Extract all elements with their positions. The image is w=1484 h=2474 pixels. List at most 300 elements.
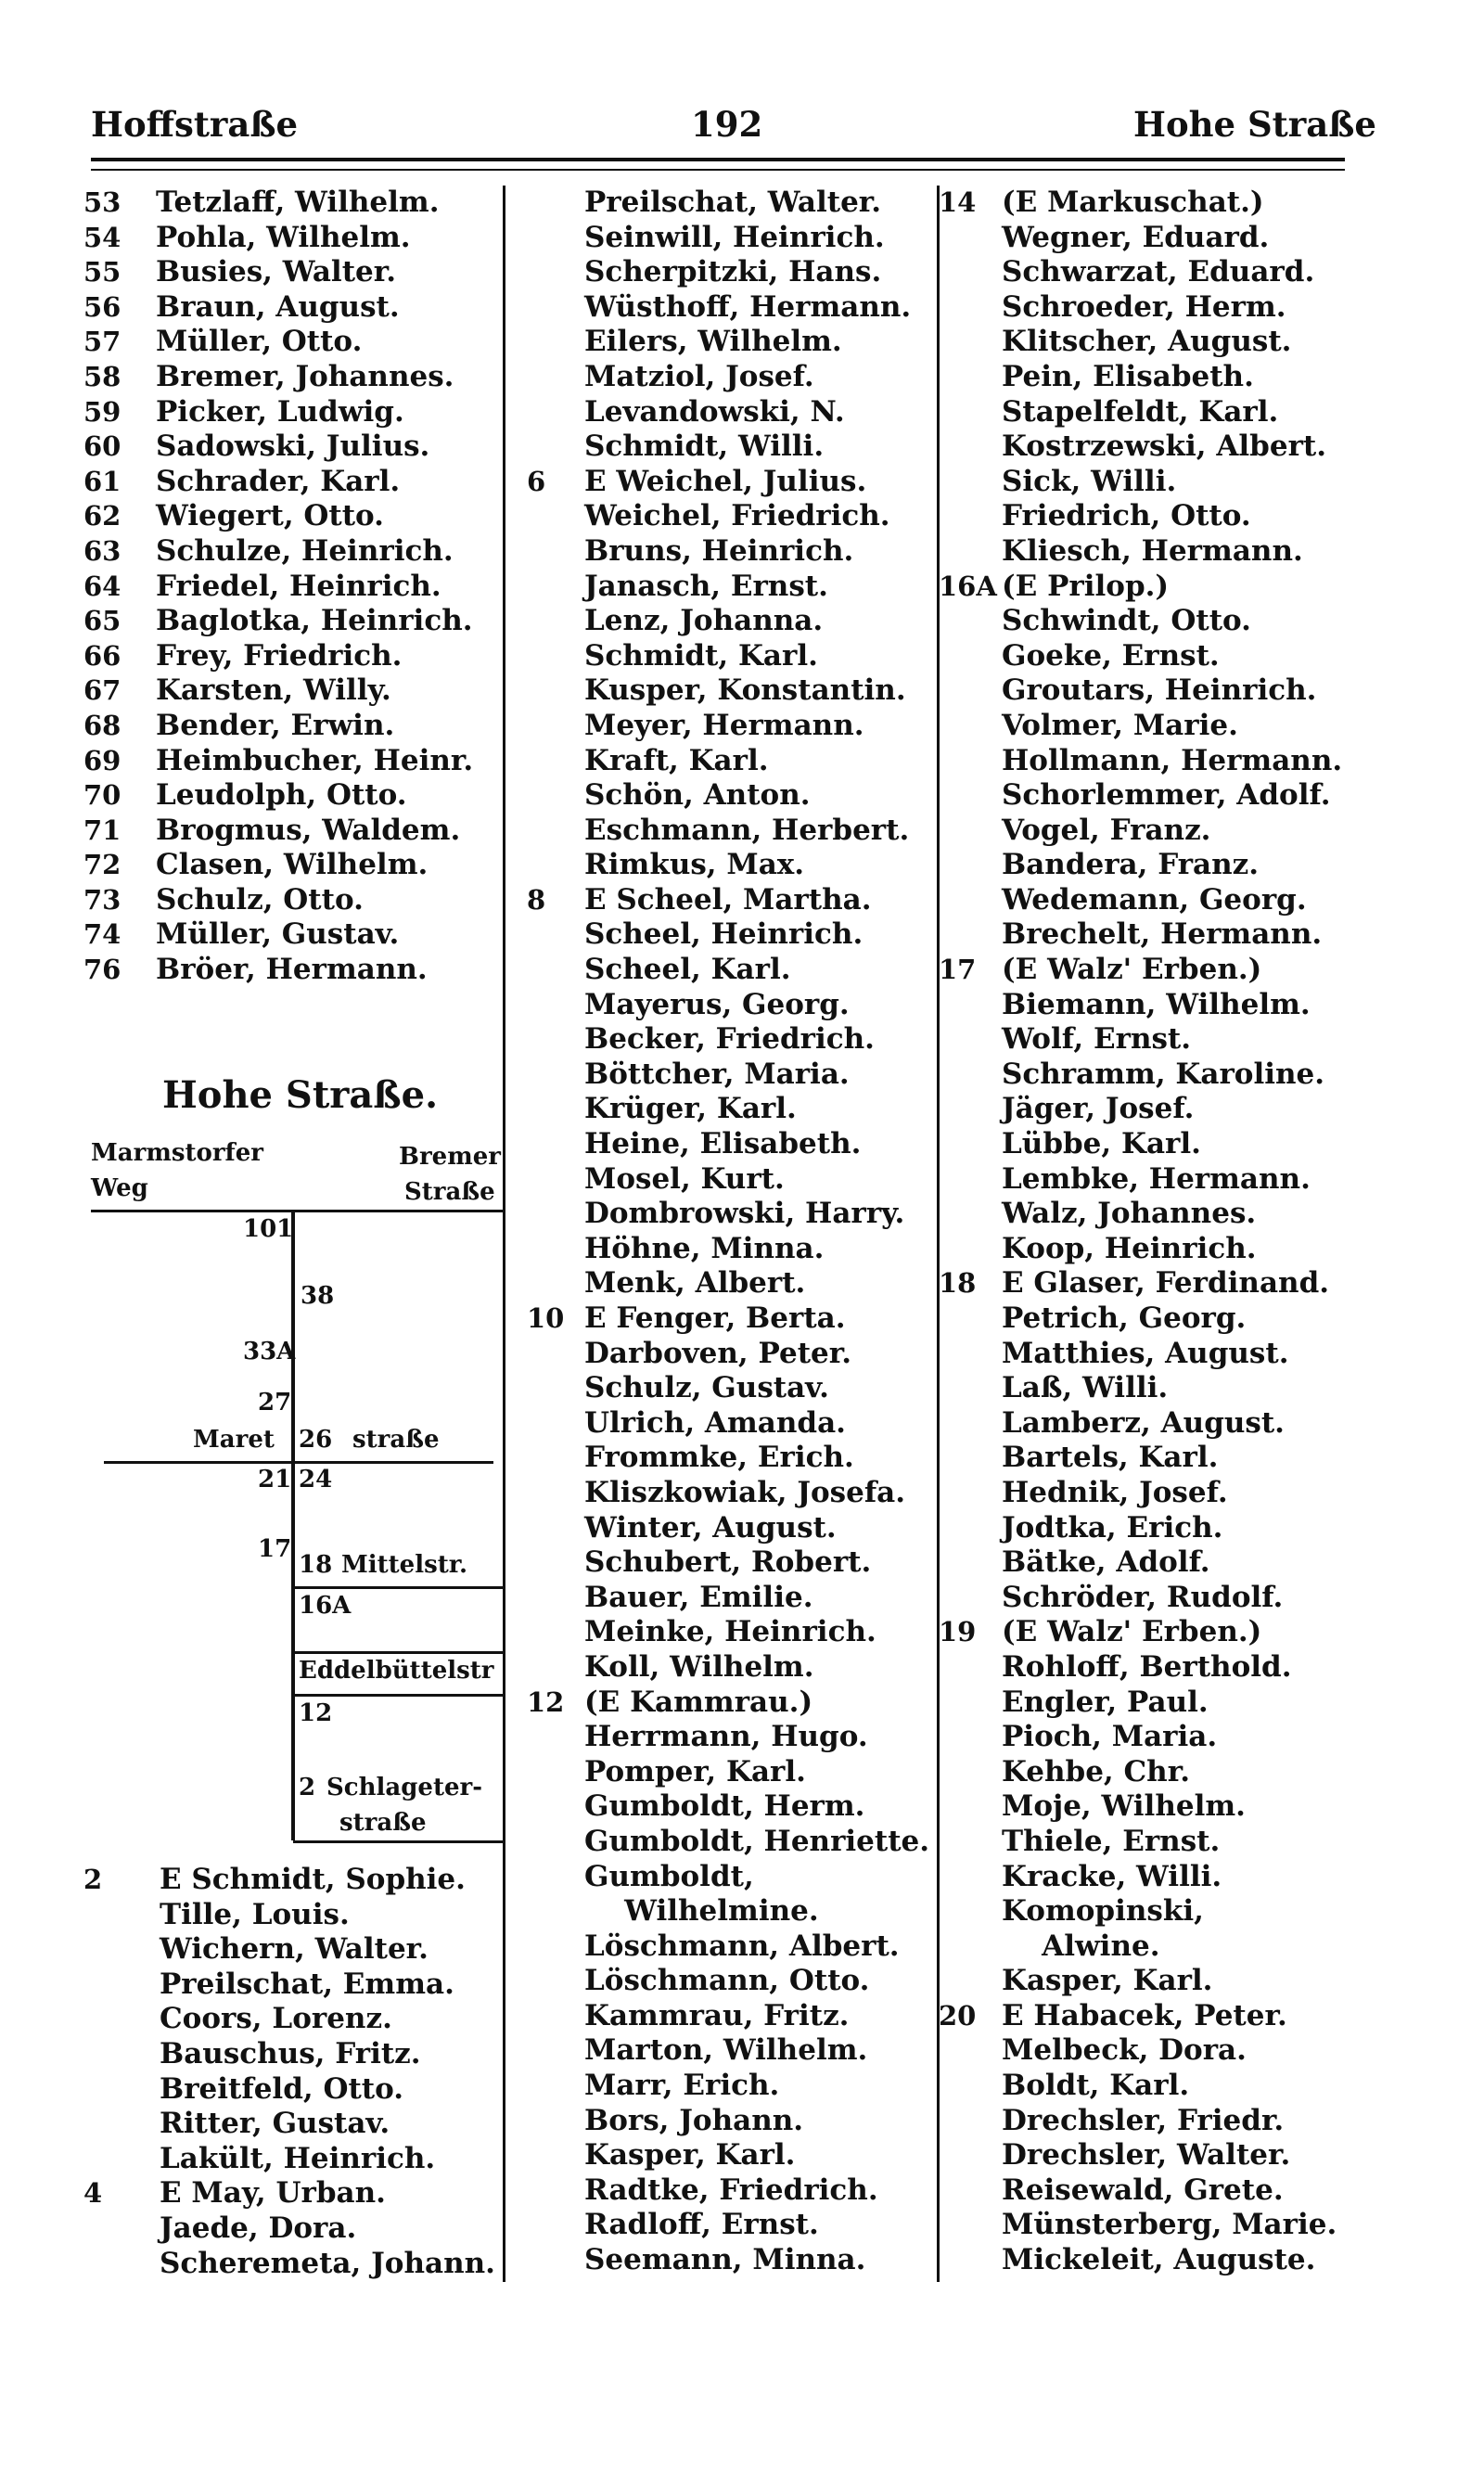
directory-entry <box>83 1932 501 1968</box>
directory-entry <box>527 1406 935 1442</box>
resident-name: Schmidt, Willi. <box>584 429 825 464</box>
maret-label: Maret <box>193 1426 275 1454</box>
directory-entry <box>83 221 501 256</box>
resident-name: Janasch, Ernst. <box>584 569 828 603</box>
house-number: 61 <box>83 465 122 497</box>
resident-name: Schröder, Rudolf. <box>1002 1580 1284 1614</box>
directory-entry <box>939 673 1356 709</box>
directory-entry <box>527 1999 935 2034</box>
resident-name: Bröer, Hermann. <box>156 953 428 987</box>
diagram-bottom-line <box>293 1840 503 1843</box>
directory-entry <box>83 570 501 605</box>
house-number: 69 <box>83 744 122 776</box>
directory-entry <box>939 1860 1356 1895</box>
resident-name: Coors, Lorenz. <box>160 2002 392 2036</box>
directory-entry <box>527 1929 935 1965</box>
resident-name: Böttcher, Maria. <box>584 1057 850 1091</box>
resident-name: Friedrich, Otto. <box>1002 499 1251 533</box>
house-number: 63 <box>83 534 122 567</box>
directory-entry <box>939 570 1356 605</box>
resident-name: Höhne, Minna. <box>584 1231 825 1265</box>
directory-entry <box>83 395 501 430</box>
resident-name: Hednik, Josef. <box>1002 1475 1228 1509</box>
directory-entry <box>939 429 1356 465</box>
directory-entry <box>939 2208 1356 2243</box>
directory-entry <box>83 499 501 534</box>
directory-entry <box>939 1127 1356 1162</box>
resident-name: Tetzlaff, Wilhelm. <box>156 186 440 219</box>
resident-name: (E Markuschat.) <box>1002 186 1264 219</box>
resident-name: Radloff, Ernst. <box>584 2208 819 2242</box>
directory-entry <box>939 2173 1356 2209</box>
resident-name: Lenz, Johanna. <box>584 604 824 638</box>
house-number: 71 <box>83 814 122 846</box>
resident-name: Boldt, Karl. <box>1002 2069 1190 2103</box>
directory-entry <box>527 883 935 918</box>
directory-entry <box>527 360 935 395</box>
directory-entry <box>939 499 1356 534</box>
resident-name: Wilhelmine. <box>584 1894 819 1929</box>
directory-entry <box>939 1441 1356 1476</box>
directory-entry <box>83 744 501 779</box>
resident-name: Schön, Anton. <box>584 778 811 813</box>
resident-name: Schubert, Robert. <box>584 1545 872 1580</box>
resident-name: Melbeck, Dora. <box>1002 2033 1247 2068</box>
directory-entry <box>939 395 1356 430</box>
house-number: 60 <box>83 430 122 463</box>
resident-name: Darboven, Peter. <box>584 1336 852 1370</box>
resident-name: Reisewald, Grete. <box>1002 2173 1284 2207</box>
resident-name: E Fenger, Berta. <box>584 1301 846 1335</box>
house-number: 53 <box>83 186 122 218</box>
directory-entry <box>527 639 935 674</box>
resident-name: Rimkus, Max. <box>584 848 805 882</box>
directory-entry <box>939 917 1356 953</box>
directory-entry <box>527 848 935 883</box>
directory-entry <box>527 221 935 256</box>
house-number: 17 <box>939 954 977 986</box>
directory-entry <box>527 1022 935 1058</box>
house-18: 18 <box>299 1551 333 1579</box>
strasse-label: straße <box>352 1426 440 1454</box>
directory-entry <box>939 814 1356 849</box>
resident-name: Eilers, Wilhelm. <box>584 325 842 359</box>
directory-entry <box>939 1266 1356 1301</box>
resident-name: Rohloff, Berthold. <box>1002 1649 1292 1684</box>
house-number: 14 <box>939 186 977 218</box>
directory-entry <box>527 1755 935 1790</box>
house-12: 12 <box>299 1699 333 1727</box>
resident-name: Picker, Ludwig. <box>156 394 404 429</box>
house-number: 18 <box>939 1267 977 1300</box>
resident-name: Gumboldt, <box>584 1859 754 1893</box>
resident-name: Sadowski, Julius. <box>156 429 430 464</box>
schlageterstrasse-label-1: Schlageter- <box>326 1774 482 1801</box>
directory-entry <box>527 255 935 290</box>
house-number: 20 <box>939 1999 977 2032</box>
resident-name: Preilschat, Walter. <box>584 186 882 219</box>
directory-entry <box>939 988 1356 1023</box>
directory-entry <box>83 917 501 953</box>
resident-name: E Scheel, Martha. <box>584 882 872 917</box>
resident-name: E May, Urban. <box>160 2176 386 2211</box>
resident-name: Radtke, Friedrich. <box>584 2173 878 2207</box>
resident-name: Scheremeta, Johann. <box>160 2246 495 2280</box>
column-3 <box>939 186 1356 2278</box>
directory-entry <box>939 1371 1356 1406</box>
directory-entry <box>527 2243 935 2278</box>
directory-entry <box>83 604 501 639</box>
directory-entry <box>939 744 1356 779</box>
directory-entry <box>939 2033 1356 2069</box>
resident-name: Kammrau, Fritz. <box>584 1998 850 2032</box>
house-number: 59 <box>83 395 122 428</box>
resident-name: Schwindt, Otto. <box>1002 604 1251 638</box>
resident-name: Moje, Wilhelm. <box>1002 1789 1246 1824</box>
house-number: 2 <box>83 1864 103 1895</box>
directory-entry <box>527 744 935 779</box>
directory-entry <box>527 1894 935 1929</box>
resident-name: Tille, Louis. <box>160 1897 350 1931</box>
mittelstr-line <box>293 1586 503 1589</box>
resident-name: Scherpitzki, Hans. <box>584 255 882 289</box>
directory-entry <box>83 429 501 465</box>
house-number: 73 <box>83 883 122 916</box>
directory-entry <box>939 778 1356 814</box>
directory-entry <box>939 2138 1356 2173</box>
house-number: 58 <box>83 360 122 392</box>
resident-name: Komopinski, <box>1002 1894 1204 1929</box>
resident-name: Bremer, Johannes. <box>156 359 454 393</box>
resident-name: Jäger, Josef. <box>1002 1092 1195 1126</box>
directory-entry <box>527 778 935 814</box>
resident-name: Bauer, Emilie. <box>584 1580 813 1614</box>
directory-entry <box>939 1686 1356 1721</box>
directory-entry <box>939 255 1356 290</box>
directory-entry <box>83 953 501 988</box>
directory-entry <box>527 2138 935 2173</box>
house-number: 19 <box>939 1616 977 1648</box>
directory-entry <box>83 255 501 290</box>
resident-name: E Glaser, Ferdinand. <box>1002 1266 1330 1301</box>
resident-name: Mickeleit, Auguste. <box>1002 2243 1316 2277</box>
directory-entry <box>527 1720 935 1755</box>
resident-name: Müller, Gustav. <box>156 917 400 952</box>
resident-name: Friedel, Heinrich. <box>156 569 441 603</box>
resident-name: Bätke, Adolf. <box>1002 1545 1210 1580</box>
directory-entry <box>527 325 935 360</box>
resident-name: Petrich, Georg. <box>1002 1301 1247 1335</box>
directory-entry <box>527 1615 935 1650</box>
resident-name: Bauschus, Fritz. <box>160 2036 421 2070</box>
resident-name: Biemann, Wilhelm. <box>1002 987 1311 1021</box>
directory-entry <box>83 639 501 674</box>
directory-entry <box>527 534 935 570</box>
resident-name: Wiegert, Otto. <box>156 499 384 533</box>
resident-name: Dombrowski, Harry. <box>584 1197 905 1231</box>
resident-name: Lembke, Hermann. <box>1002 1161 1311 1196</box>
resident-name: Schroeder, Herm. <box>1002 289 1286 324</box>
resident-name: Pioch, Maria. <box>1002 1720 1218 1754</box>
resident-name: Marr, Erich. <box>584 2069 780 2103</box>
house-number: 12 <box>527 1686 565 1718</box>
resident-name: Heine, Elisabeth. <box>584 1127 862 1161</box>
header-right-street: Hohe Straße <box>1133 104 1376 145</box>
resident-name: Kehbe, Chr. <box>1002 1754 1190 1788</box>
house-number: 64 <box>83 570 122 602</box>
directory-entry <box>83 2211 501 2247</box>
house-26: 26 <box>299 1426 333 1454</box>
header-left-street: Hoffstraße <box>91 104 299 145</box>
directory-entry <box>527 1545 935 1581</box>
resident-name: Lamberz, August. <box>1002 1405 1285 1440</box>
resident-name: Brogmus, Waldem. <box>156 813 461 847</box>
resident-name: Herrmann, Hugo. <box>584 1720 868 1754</box>
house-number: 56 <box>83 290 122 323</box>
resident-name: Preilschat, Emma. <box>160 1967 454 2001</box>
resident-name: Karsten, Willy. <box>156 673 391 708</box>
directory-entry <box>939 1650 1356 1686</box>
diagram-spine <box>291 1210 295 1840</box>
directory-entry <box>939 2104 1356 2139</box>
schlageterstrasse-label-2: straße <box>339 1809 427 1837</box>
resident-name: Kracke, Willi. <box>1002 1859 1222 1893</box>
directory-entry <box>83 534 501 570</box>
directory-entry <box>83 1898 501 1933</box>
directory-entry <box>939 290 1356 326</box>
directory-entry <box>939 1825 1356 1860</box>
directory-entry <box>527 1511 935 1546</box>
house-number: 10 <box>527 1302 565 1334</box>
directory-entry <box>83 778 501 814</box>
directory-entry <box>939 360 1356 395</box>
directory-entry <box>527 814 935 849</box>
resident-name: Kasper, Karl. <box>1002 1964 1213 1998</box>
directory-entry <box>527 1058 935 1093</box>
header-rule-thick <box>91 158 1345 161</box>
resident-name: Schmidt, Karl. <box>584 638 818 673</box>
resident-name: Vogel, Franz. <box>1002 813 1211 847</box>
resident-name: Schulz, Otto. <box>156 882 364 917</box>
directory-entry <box>83 2107 501 2142</box>
directory-entry <box>527 1789 935 1825</box>
directory-entry <box>527 290 935 326</box>
directory-entry <box>527 1581 935 1616</box>
resident-name: Bandera, Franz. <box>1002 848 1260 882</box>
house-number: 4 <box>83 2177 103 2210</box>
resident-name: Thiele, Ernst. <box>1002 1824 1221 1858</box>
house-38: 38 <box>301 1282 335 1310</box>
resident-name: Pohla, Wilhelm. <box>156 220 411 254</box>
resident-name: Busies, Walter. <box>156 255 397 289</box>
directory-entry <box>939 1789 1356 1825</box>
column-divider-1 <box>503 186 505 2282</box>
directory-entry <box>527 2173 935 2209</box>
resident-name: Klitscher, August. <box>1002 325 1292 359</box>
page-number: 192 <box>691 104 763 145</box>
directory-entry <box>939 1197 1356 1232</box>
resident-name: Münsterberg, Marie. <box>1002 2208 1337 2242</box>
directory-entry <box>527 499 935 534</box>
directory-entry <box>939 1232 1356 1267</box>
directory-entry <box>939 1545 1356 1581</box>
directory-entry <box>939 1301 1356 1337</box>
resident-name: Matziol, Josef. <box>584 359 814 393</box>
directory-entry <box>939 465 1356 500</box>
directory-entry <box>527 1686 935 1721</box>
house-number: 65 <box>83 605 122 637</box>
directory-entry <box>527 1162 935 1198</box>
directory-entry <box>83 2176 501 2211</box>
house-number: 76 <box>83 954 122 986</box>
resident-name: Schorlemmer, Adolf. <box>1002 778 1331 813</box>
resident-name: Clasen, Wilhelm. <box>156 848 429 882</box>
resident-name: Drechsler, Friedr. <box>1002 2103 1285 2137</box>
resident-name: Bors, Johann. <box>584 2103 804 2137</box>
directory-entry <box>939 1894 1356 1929</box>
resident-name: (E Kammrau.) <box>584 1685 813 1719</box>
directory-entry <box>83 2072 501 2108</box>
section-title: Hohe Straße. <box>162 1073 439 1117</box>
directory-entry <box>527 709 935 744</box>
resident-name: Groutars, Heinrich. <box>1002 673 1317 708</box>
resident-name: Wichern, Walter. <box>160 1932 429 1967</box>
resident-name: Seemann, Minna. <box>584 2243 866 2277</box>
resident-name: Leudolph, Otto. <box>156 778 407 813</box>
directory-entry <box>939 221 1356 256</box>
maret-street-line <box>104 1461 493 1464</box>
resident-name: Schramm, Karoline. <box>1002 1057 1325 1091</box>
directory-entry <box>83 290 501 326</box>
house-number: 67 <box>83 674 122 707</box>
house-number: 54 <box>83 221 122 253</box>
directory-entry <box>939 1406 1356 1442</box>
directory-entry <box>83 848 501 883</box>
directory-entry <box>939 1755 1356 1790</box>
directory-entry <box>83 883 501 918</box>
house-17: 17 <box>258 1535 292 1563</box>
directory-entry <box>527 1825 935 1860</box>
resident-name: Pein, Elisabeth. <box>1002 359 1254 393</box>
resident-name: Bender, Erwin. <box>156 708 395 742</box>
resident-name: Kraft, Karl. <box>584 743 769 777</box>
resident-name: Frommke, Erich. <box>584 1441 854 1475</box>
directory-entry <box>83 1968 501 2003</box>
resident-name: Laß, Willi. <box>1002 1371 1169 1405</box>
resident-name: Engler, Paul. <box>1002 1685 1209 1719</box>
resident-name: Mayerus, Georg. <box>584 987 850 1021</box>
resident-name: Alwine. <box>1002 1929 1160 1963</box>
house-33a: 33A <box>243 1338 296 1365</box>
directory-entry <box>939 1022 1356 1058</box>
column-1-top <box>83 186 501 988</box>
directory-entry <box>83 2247 501 2282</box>
directory-entry <box>527 1197 935 1232</box>
eddelbuettelstr-label: Eddelbüttelstr <box>299 1657 494 1685</box>
house-number: 16A <box>939 570 997 602</box>
directory-entry <box>527 1371 935 1406</box>
directory-entry <box>939 1929 1356 1965</box>
directory-entry <box>939 1162 1356 1198</box>
resident-name: Eschmann, Herbert. <box>584 813 910 847</box>
mittelstr-label: Mittelstr. <box>341 1551 468 1579</box>
directory-entry <box>527 604 935 639</box>
header-rule-thin <box>91 169 1345 171</box>
diagram-top-line <box>91 1210 504 1212</box>
directory-entry <box>83 186 501 221</box>
directory-entry <box>939 1092 1356 1127</box>
directory-entry <box>939 953 1356 988</box>
directory-entry <box>83 360 501 395</box>
house-21: 21 <box>258 1466 292 1493</box>
directory-entry <box>939 709 1356 744</box>
resident-name: Sick, Willi. <box>1002 464 1177 498</box>
house-number: 8 <box>527 883 546 916</box>
house-number: 57 <box>83 326 122 358</box>
resident-name: Kostrzewski, Albert. <box>1002 429 1327 464</box>
resident-name: Brechelt, Hermann. <box>1002 917 1323 952</box>
resident-name: Wolf, Ernst. <box>1002 1022 1192 1057</box>
eddel-line-top <box>293 1651 503 1654</box>
directory-entry <box>83 465 501 500</box>
resident-name: (E Walz' Erben.) <box>1002 953 1262 987</box>
house-24: 24 <box>299 1466 333 1493</box>
directory-entry <box>83 2002 501 2037</box>
resident-name: Schwarzat, Eduard. <box>1002 255 1315 289</box>
directory-entry <box>939 1337 1356 1372</box>
resident-name: Ulrich, Amanda. <box>584 1405 846 1440</box>
house-27: 27 <box>258 1389 292 1416</box>
house-number: 6 <box>527 465 546 497</box>
right-street-name-2: Straße <box>404 1178 495 1206</box>
resident-name: Breitfeld, Otto. <box>160 2071 404 2106</box>
house-101: 101 <box>243 1215 294 1243</box>
resident-name: Schulze, Heinrich. <box>156 533 454 568</box>
resident-name: Gumboldt, Herm. <box>584 1789 865 1824</box>
directory-entry <box>939 186 1356 221</box>
resident-name: Winter, August. <box>584 1510 837 1545</box>
resident-name: Scheel, Karl. <box>584 953 791 987</box>
resident-name: Schrader, Karl. <box>156 464 401 498</box>
directory-entry <box>527 673 935 709</box>
directory-entry <box>527 1441 935 1476</box>
resident-name: Bartels, Karl. <box>1002 1441 1219 1475</box>
resident-name: Volmer, Marie. <box>1002 708 1238 742</box>
directory-entry <box>527 1337 935 1372</box>
resident-name: Koll, Wilhelm. <box>584 1649 814 1684</box>
resident-name: Stapelfeldt, Karl. <box>1002 394 1279 429</box>
directory-entry <box>939 1720 1356 1755</box>
directory-entry <box>527 1266 935 1301</box>
directory-entry <box>939 2243 1356 2278</box>
directory-entry <box>527 570 935 605</box>
house-number: 55 <box>83 256 122 288</box>
resident-name: Krüger, Karl. <box>584 1092 797 1126</box>
resident-name: E Schmidt, Sophie. <box>160 1863 466 1896</box>
directory-entry <box>527 988 935 1023</box>
column-2 <box>527 186 935 2278</box>
resident-name: Marton, Wilhelm. <box>584 2033 868 2068</box>
resident-name: Kliszkowiak, Josefa. <box>584 1475 906 1509</box>
resident-name: Drechsler, Walter. <box>1002 2138 1291 2173</box>
resident-name: Schulz, Gustav. <box>584 1371 829 1405</box>
directory-entry <box>939 604 1356 639</box>
resident-name: Becker, Friedrich. <box>584 1022 875 1057</box>
directory-entry <box>527 2104 935 2139</box>
resident-name: Walz, Johannes. <box>1002 1197 1257 1231</box>
directory-entry <box>939 1476 1356 1511</box>
house-16a: 16A <box>299 1592 352 1620</box>
